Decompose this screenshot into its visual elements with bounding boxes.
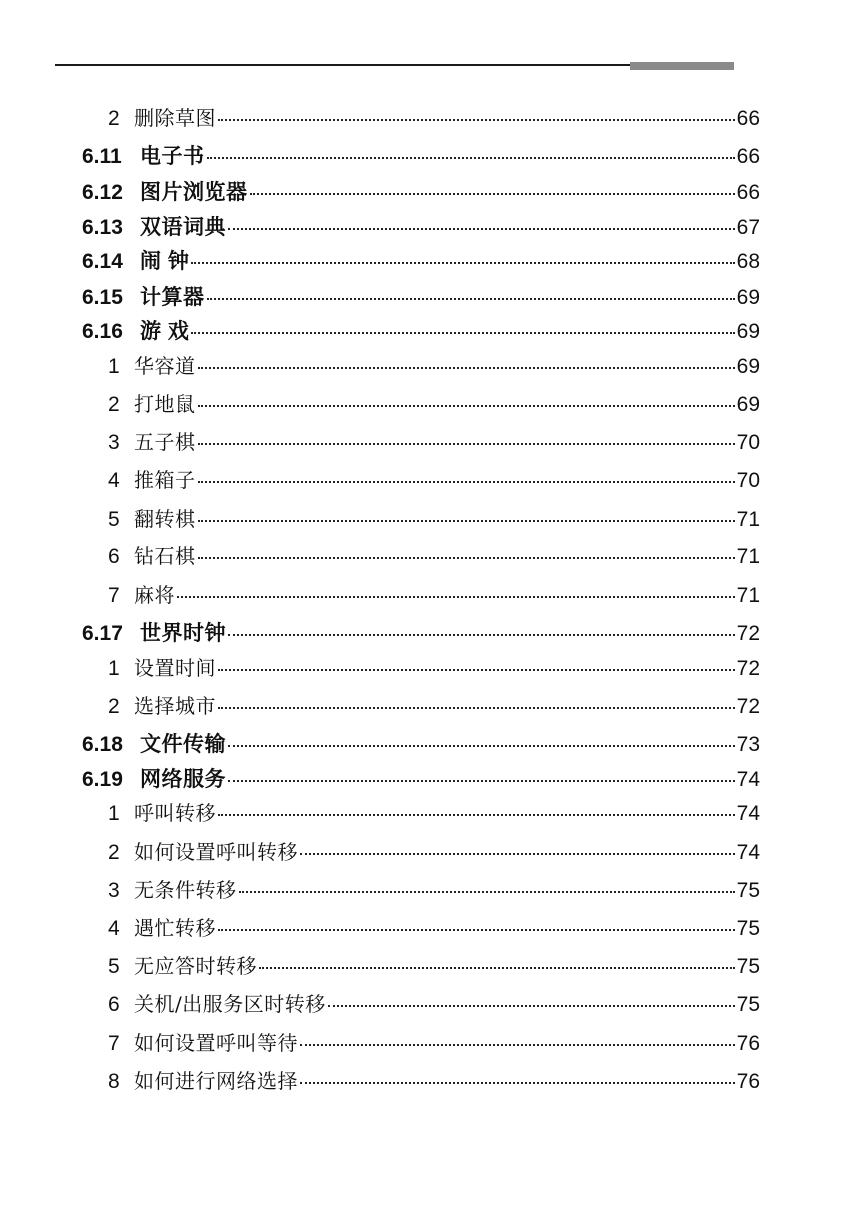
toc-entry-page-number: 75 — [736, 993, 760, 1016]
toc-entry-page-number: 66 — [736, 181, 760, 204]
dot-leader — [328, 985, 735, 1007]
toc-entry-number: 6.18 — [82, 733, 123, 756]
toc-entry[interactable] — [108, 875, 760, 904]
toc-entry[interactable] — [108, 504, 760, 533]
toc-entry[interactable] — [108, 837, 760, 866]
toc-entry[interactable] — [82, 246, 760, 275]
toc-entry-page-number: 74 — [736, 841, 760, 864]
toc-entry[interactable] — [82, 316, 760, 345]
toc-entry[interactable] — [82, 177, 760, 206]
toc-entry-page-number: 69 — [736, 320, 760, 343]
toc-entry-number: 4 — [108, 469, 120, 492]
dot-leader — [239, 871, 735, 893]
toc-entry-number: 6.14 — [82, 250, 123, 273]
toc-entry-number: 6.11 — [82, 145, 122, 168]
toc-entry-page-number: 70 — [736, 431, 760, 454]
toc-entry-page-number: 71 — [736, 584, 760, 607]
dot-leader — [198, 423, 735, 445]
toc-entry-title: 选择城市 — [134, 694, 216, 718]
toc-entry-title: 如何进行网络选择 — [134, 1069, 298, 1093]
toc-entry-title: 计算器 — [140, 286, 205, 309]
dot-leader — [198, 347, 735, 369]
toc-entry-title: 设置时间 — [134, 656, 216, 680]
toc-entry-number: 6.13 — [82, 216, 123, 239]
toc-entry-number: 6.19 — [82, 768, 123, 791]
toc-entry-title: 双语词典 — [140, 216, 226, 239]
toc-entry-number: 8 — [108, 1070, 120, 1093]
toc-entry-number: 6 — [108, 993, 120, 1016]
toc-entry[interactable] — [82, 282, 760, 311]
toc-entry-title: 遇忙转移 — [134, 916, 216, 940]
toc-entry-number: 2 — [108, 393, 120, 416]
toc-entry[interactable] — [108, 691, 760, 720]
toc-entry-number: 6 — [108, 545, 120, 568]
toc-entry[interactable] — [82, 764, 760, 793]
toc-entry-number: 5 — [108, 955, 120, 978]
toc-entry-number: 5 — [108, 508, 120, 531]
dot-leader — [191, 312, 734, 334]
toc-entry-page-number: 69 — [736, 286, 760, 309]
dot-leader — [207, 137, 735, 159]
toc-entry-title: 删除草图 — [134, 106, 216, 130]
toc-entry-number: 6.17 — [82, 622, 123, 645]
toc-entry-number: 2 — [108, 841, 120, 864]
dot-leader — [218, 909, 735, 931]
toc-entry-title: 麻将 — [134, 583, 175, 607]
toc-entry-number: 3 — [108, 431, 120, 454]
toc-entry-number: 4 — [108, 917, 120, 940]
toc-entry-title: 闹 钟 — [140, 250, 190, 273]
toc-entry-title: 无条件转移 — [134, 878, 237, 902]
toc-entry-page-number: 75 — [736, 879, 760, 902]
toc-entry-page-number: 66 — [736, 145, 760, 168]
toc-entry[interactable] — [108, 951, 760, 980]
toc-entry[interactable] — [108, 389, 760, 418]
toc-entry-title: 电子书 — [140, 145, 205, 168]
toc-entry-title: 文件传输 — [140, 733, 226, 756]
toc-entry-number: 6.12 — [82, 181, 123, 204]
toc-entry[interactable] — [82, 212, 760, 241]
dot-leader — [198, 385, 735, 407]
dot-leader — [250, 173, 735, 195]
toc-entry-number: 3 — [108, 879, 120, 902]
dot-leader — [218, 99, 735, 121]
toc-entry-title: 网络服务 — [140, 768, 226, 791]
toc-entry-page-number: 68 — [736, 250, 760, 273]
toc-entry-number: 7 — [108, 1032, 120, 1055]
dot-leader — [228, 614, 735, 636]
toc-entry-title: 无应答时转移 — [134, 954, 257, 978]
toc-entry[interactable] — [82, 618, 760, 647]
toc-entry-number: 1 — [108, 657, 120, 680]
toc-entry[interactable] — [108, 989, 760, 1018]
dot-leader — [259, 947, 735, 969]
toc-entry[interactable] — [108, 798, 760, 827]
toc-entry[interactable] — [108, 465, 760, 494]
dot-leader — [300, 1024, 735, 1046]
toc-entry-title: 呼叫转移 — [134, 801, 216, 825]
toc-entry-number: 2 — [108, 107, 120, 130]
toc-entry-title: 关机/出服务区时转移 — [134, 992, 326, 1016]
toc-entry-page-number: 70 — [736, 469, 760, 492]
dot-leader — [218, 687, 735, 709]
toc-entry-number: 2 — [108, 695, 120, 718]
toc-entry-page-number: 72 — [736, 695, 760, 718]
toc-entry-page-number: 73 — [736, 733, 760, 756]
toc-entry-page-number: 67 — [736, 216, 760, 239]
toc-entry-title: 如何设置呼叫转移 — [134, 840, 298, 864]
toc-entry-number: 6.15 — [82, 286, 123, 309]
dot-leader — [177, 576, 735, 598]
toc-entry[interactable] — [82, 141, 760, 170]
toc-entry-title: 打地鼠 — [134, 392, 196, 416]
toc-entry[interactable] — [108, 103, 760, 132]
toc-entry-page-number: 74 — [736, 768, 760, 791]
toc-entry-page-number: 71 — [736, 508, 760, 531]
dot-leader — [300, 1062, 735, 1084]
toc-entry-page-number: 69 — [736, 393, 760, 416]
toc-entry-title: 世界时钟 — [140, 622, 226, 645]
dot-leader — [228, 725, 735, 747]
toc-entry-title: 五子棋 — [134, 430, 196, 454]
dot-leader — [198, 500, 735, 522]
dot-leader — [228, 208, 735, 230]
toc-entry[interactable] — [108, 913, 760, 942]
dot-leader — [228, 760, 735, 782]
toc-entry-page-number: 72 — [736, 657, 760, 680]
toc-entry[interactable] — [108, 351, 760, 380]
toc-entry-number: 1 — [108, 802, 120, 825]
toc-entry-number: 7 — [108, 584, 120, 607]
toc-entry[interactable] — [108, 427, 760, 456]
toc-entry-number: 1 — [108, 355, 120, 378]
toc-entry-title: 如何设置呼叫等待 — [134, 1031, 298, 1055]
dot-leader — [300, 833, 735, 855]
toc-entry[interactable] — [108, 1028, 760, 1057]
toc-entry[interactable] — [108, 580, 760, 609]
toc-entry-page-number: 71 — [736, 545, 760, 568]
toc-entry-title: 翻转棋 — [134, 507, 196, 531]
dot-leader — [218, 649, 735, 671]
toc-entry[interactable] — [82, 729, 760, 758]
toc-entry-title: 图片浏览器 — [140, 181, 248, 204]
toc-entry-title: 推箱子 — [134, 468, 196, 492]
toc-entry-page-number: 74 — [736, 802, 760, 825]
dot-leader — [191, 242, 734, 264]
toc-entry-page-number: 75 — [736, 955, 760, 978]
dot-leader — [207, 278, 735, 300]
toc-entry[interactable] — [108, 1066, 760, 1095]
toc-entry-number: 6.16 — [82, 320, 123, 343]
toc-entry-page-number: 69 — [736, 355, 760, 378]
toc-entry[interactable] — [108, 653, 760, 682]
dot-leader — [218, 794, 735, 816]
toc-entry-page-number: 66 — [736, 107, 760, 130]
dot-leader — [198, 537, 735, 559]
toc-entry-title: 钻石棋 — [134, 544, 196, 568]
toc-entry-page-number: 72 — [736, 622, 760, 645]
toc-entry-title: 游 戏 — [140, 320, 190, 343]
toc-entry-page-number: 76 — [736, 1032, 760, 1055]
toc-entry-page-number: 75 — [736, 917, 760, 940]
toc-entry-page-number: 76 — [736, 1070, 760, 1093]
dot-leader — [198, 461, 735, 483]
toc-entry[interactable] — [108, 541, 760, 570]
toc-entry-title: 华容道 — [134, 354, 196, 378]
